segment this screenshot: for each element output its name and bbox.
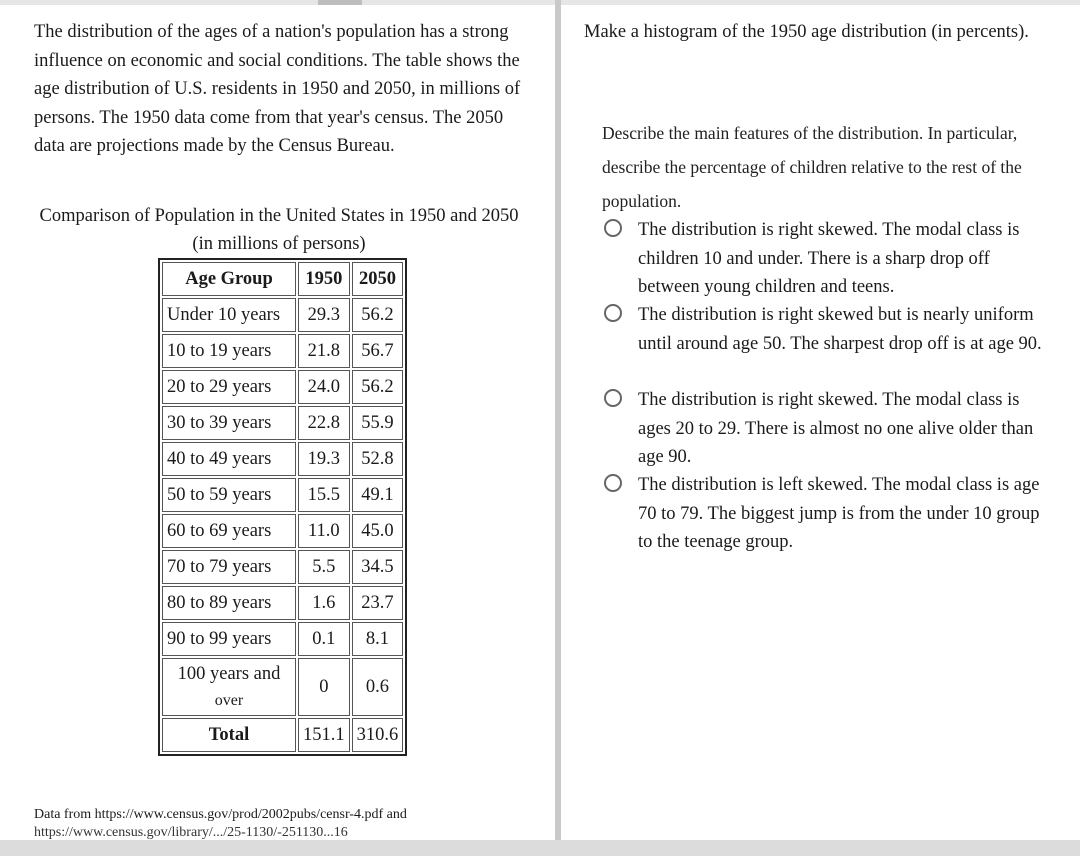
header-2050: 2050 (352, 262, 404, 296)
radio-button[interactable] (604, 219, 622, 237)
age-cell: 10 to 19 years (162, 334, 296, 368)
table-header-row (162, 262, 403, 296)
table-row (162, 550, 403, 584)
source-cut-text: https://www.census.gov/library/.../25-1130/-251130...16 (34, 825, 348, 840)
option-text: The distribution is left skewed. The modal class is age 70 to 79. The biggest jump is from the under 10 group to the teenage group. (638, 475, 1040, 552)
table-row (162, 370, 403, 404)
age-cell-100-plus (162, 658, 296, 716)
table-caption: Comparison of Population in the United States in 1950 and 2050 (in millions of persons) (39, 206, 519, 254)
top-bar (0, 0, 1080, 5)
left-panel (34, 18, 534, 745)
total-label: Total (162, 718, 296, 752)
value-2050-cell: 45.0 (352, 514, 404, 548)
population-table (158, 258, 407, 756)
age-cell: 30 to 39 years (162, 406, 296, 440)
total-1950: 151.1 (298, 718, 350, 752)
total-2050: 310.6 (352, 718, 404, 752)
value-1950-cell: 0.1 (298, 622, 350, 656)
value-1950-cell: 1.6 (298, 586, 350, 620)
describe-question: Describe the main features of the distribution. In particular, describe the percentage of children relative to the rest of the population. (602, 123, 1022, 211)
age-cell: 70 to 79 years (162, 550, 296, 584)
column-divider (555, 0, 561, 840)
age-cell: 90 to 99 years (162, 622, 296, 656)
value-2050-cell: 34.5 (352, 550, 404, 584)
radio-button[interactable] (604, 389, 622, 407)
value-1950-cell: 5.5 (298, 550, 350, 584)
value-1950-cell: 11.0 (298, 514, 350, 548)
age-cell: Under 10 years (162, 298, 296, 332)
table-row (162, 406, 403, 440)
table-row (162, 622, 403, 656)
value-2050-cell: 52.8 (352, 442, 404, 476)
value-2050-cell: 56.7 (352, 334, 404, 368)
header-1950: 1950 (298, 262, 350, 296)
intro-paragraph: The distribution of the ages of a nation's population has a strong influence on economic and social conditions. The table shows the age distribution of U.S. residents in 1950 and 2050, in millions of persons. The 1950 data come from that year's census. The 2050 data are projections made by the Census Bureau. (34, 22, 521, 156)
answer-option-2[interactable] (604, 301, 1054, 358)
age-cell: 20 to 29 years (162, 370, 296, 404)
table-row (162, 514, 403, 548)
value-1950-cell: 29.3 (298, 298, 350, 332)
value-2050-cell: 56.2 (352, 298, 404, 332)
table-row-100-plus (162, 658, 403, 716)
radio-button[interactable] (604, 474, 622, 492)
source-note: Data from https://www.census.gov/prod/2002pubs/censr-4.pdf and (34, 807, 407, 822)
value-1950-cell: 15.5 (298, 478, 350, 512)
header-age-group: Age Group (162, 262, 296, 296)
table-total-row (162, 718, 403, 752)
bottom-bar (0, 840, 1080, 856)
answer-option-3[interactable] (604, 386, 1054, 472)
question-prompt: Make a histogram of the 1950 age distribution (in percents). (584, 22, 1029, 42)
age-100-line2: over (214, 691, 244, 709)
option-text: The distribution is right skewed. The modal class is children 10 and under. There is a sharp drop off between young children and teens. (638, 220, 1020, 297)
table-row (162, 478, 403, 512)
age-cell: 60 to 69 years (162, 514, 296, 548)
value-2050-cell: 23.7 (352, 586, 404, 620)
table-row (162, 298, 403, 332)
answer-option-4[interactable] (604, 471, 1054, 557)
value-2050-cell: 8.1 (352, 622, 404, 656)
top-tab-indicator (318, 0, 362, 5)
value-1950-cell: 22.8 (298, 406, 350, 440)
value-2050-cell: 56.2 (352, 370, 404, 404)
age-cell: 80 to 89 years (162, 586, 296, 620)
value-1950-cell: 0 (298, 658, 350, 716)
option-text: The distribution is right skewed. The modal class is ages 20 to 29. There is almost no one alive older than age 90. (638, 390, 1034, 467)
table-row (162, 586, 403, 620)
age-100-line1: 100 years and (177, 663, 281, 684)
value-2050-cell: 55.9 (352, 406, 404, 440)
option-text: The distribution is right skewed but is nearly uniform until around age 50. The sharpest drop off is at age 90. (638, 305, 1042, 354)
table-row (162, 442, 403, 476)
value-1950-cell: 24.0 (298, 370, 350, 404)
age-cell: 50 to 59 years (162, 478, 296, 512)
radio-button[interactable] (604, 304, 622, 322)
value-2050-cell: 0.6 (352, 658, 404, 716)
source-note-cut (34, 825, 434, 840)
value-1950-cell: 21.8 (298, 334, 350, 368)
value-2050-cell: 49.1 (352, 478, 404, 512)
right-panel (584, 18, 1074, 552)
table-row (162, 334, 403, 368)
value-1950-cell: 19.3 (298, 442, 350, 476)
age-cell: 40 to 49 years (162, 442, 296, 476)
answer-option-1[interactable] (604, 216, 1054, 302)
